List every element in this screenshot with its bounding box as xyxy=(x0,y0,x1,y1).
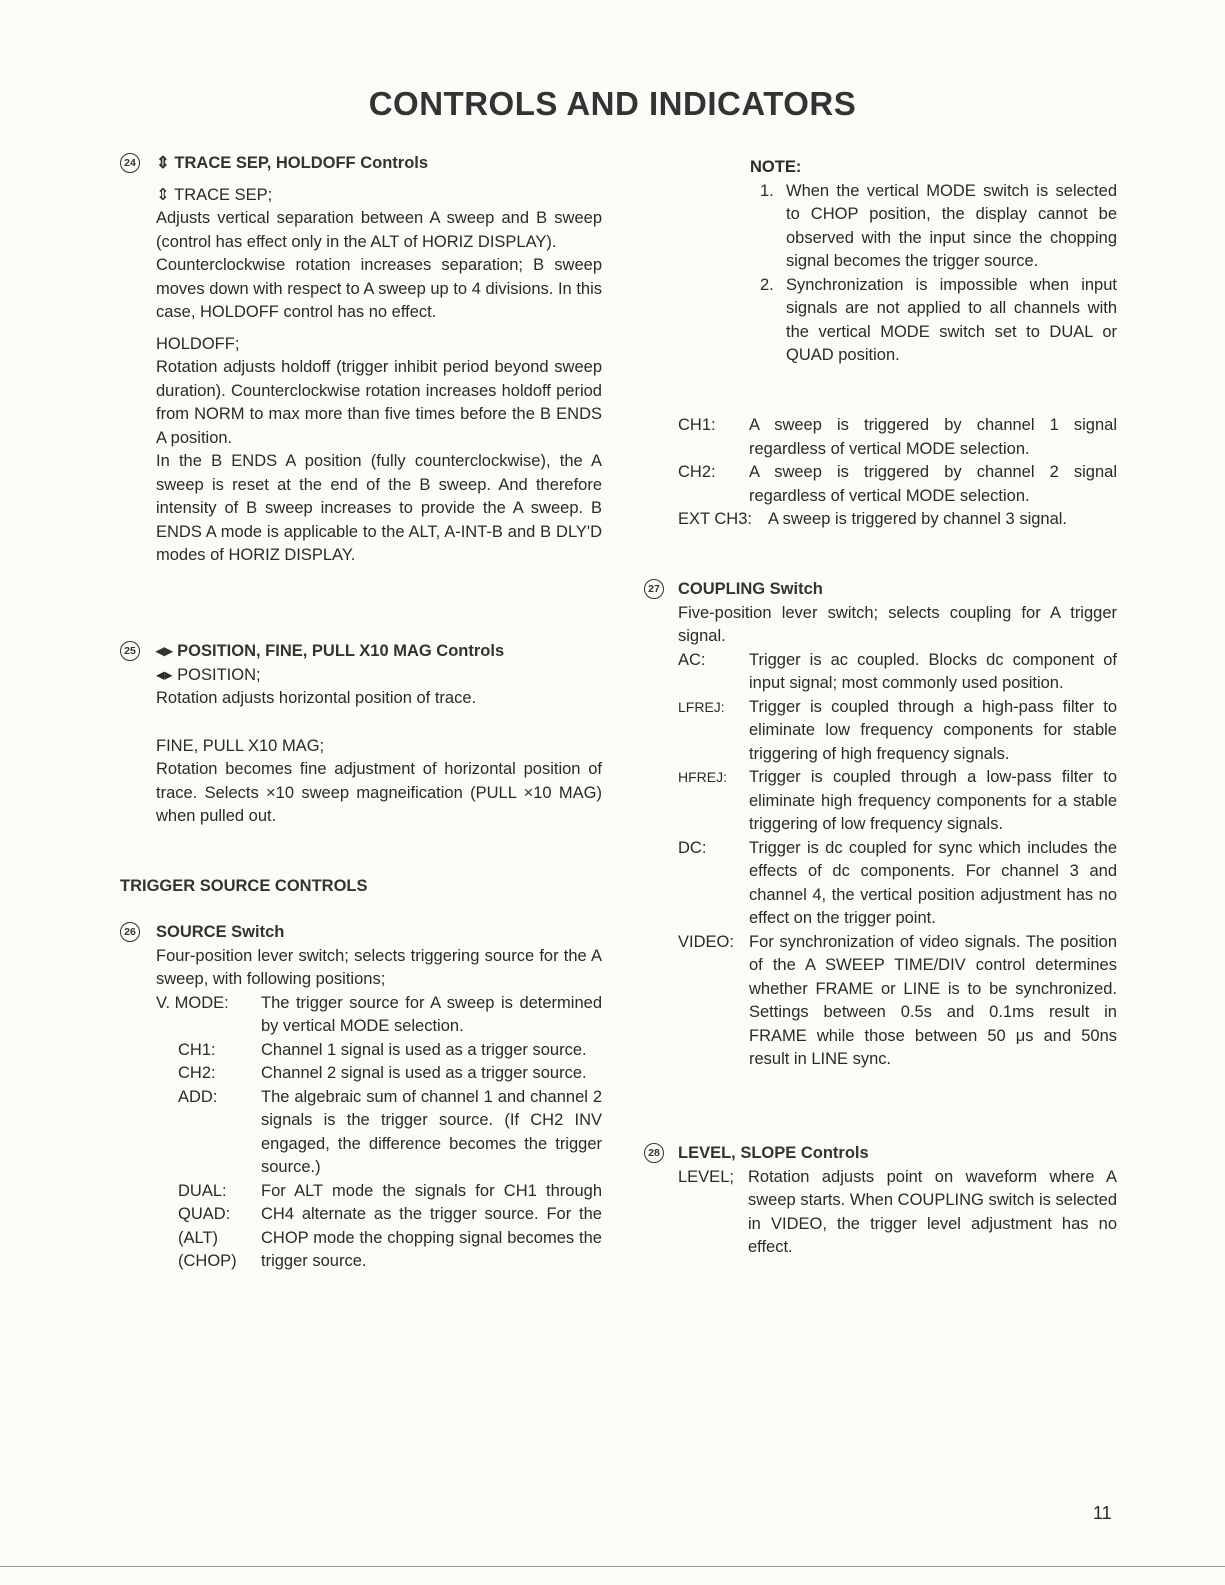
lfrej-term: LFREJ: xyxy=(678,698,725,715)
ac-desc: Trigger is ac coupled. Blocks dc component of input signal; most commonly used position. xyxy=(749,650,1117,692)
note-label: NOTE: xyxy=(750,158,802,176)
hfrej-term: HFREJ: xyxy=(678,769,727,785)
coupling-intro: Five-position lever switch; selects coupling for A trigger signal. xyxy=(678,603,1117,645)
level-row xyxy=(678,1166,1117,1260)
note-item-1 xyxy=(760,180,1117,274)
ac-term: AC: xyxy=(678,650,706,669)
video-term: VIDEO: xyxy=(678,932,734,951)
source-add-row xyxy=(156,1086,602,1180)
fine-label: FINE, PULL X10 MAG; xyxy=(156,736,325,755)
trigger-source-section-heading: TRIGGER SOURCE CONTROLS xyxy=(120,877,368,895)
coupling-ac-row xyxy=(678,649,1117,696)
right-ext-term: EXT CH3: xyxy=(678,510,752,528)
add-desc: The algebraic sum of channel 1 and channel 2 signals is the trigger source. (If CH2 INV engaged, the difference becomes the trigger source.) xyxy=(261,1087,602,1176)
item-number-27: 27 xyxy=(644,579,664,599)
vmode-desc: The trigger source for A sweep is determined by vertical MODE selection. xyxy=(261,993,602,1035)
right-column-section-27 xyxy=(648,578,1117,1072)
right-ch2-term: CH2: xyxy=(678,463,716,481)
right-ch2-desc: A sweep is triggered by channel 2 signal regardless of vertical MODE selection. xyxy=(749,463,1117,505)
source-dual-quad-row xyxy=(156,1180,602,1274)
dc-term: DC: xyxy=(678,838,707,857)
coupling-dc-row xyxy=(678,837,1117,931)
section-26-heading xyxy=(124,921,602,945)
section-25-heading xyxy=(124,640,602,664)
item-number-28: 28 xyxy=(644,1143,664,1163)
position-label: ◂▸ POSITION; xyxy=(156,665,261,684)
ch1-term: CH1: xyxy=(178,1040,216,1059)
dc-desc: Trigger is dc coupled for sync which includes the effects of dc components. For channel 3 and channel 4, the vertical position adjustment has no effect on the trigger point. xyxy=(749,838,1117,927)
source-vmode-row xyxy=(156,992,602,1039)
holdoff-paragraph-2: In the B ENDS A position (fully counterclockwise), the A sweep is reset at the end of the B sweep. And therefore intensity of B sweep increases to provide the A sweep. B ENDS A mode is applicable to the ALT, A-INT-B and B DLY'D modes of HORIZ DISPLAY. xyxy=(156,452,602,564)
source-positions-right xyxy=(678,414,1117,532)
note-block xyxy=(750,156,1117,368)
right-ch2-row xyxy=(678,461,1117,508)
ch2-desc: Channel 2 signal is used as a trigger source. xyxy=(261,1064,587,1082)
left-column-section-25 xyxy=(124,640,602,829)
dual-quad-desc: For ALT mode the signals for CH1 through CH4 alternate as the trigger source. For the CHOP mode the chopping signal becomes the trigger source. xyxy=(261,1181,602,1270)
item-number-24: 24 xyxy=(120,153,140,173)
trace-sep-paragraph-2: Counterclockwise rotation increases separation; B sweep moves down with respect to A sweep up to 4 divisions. In this case, HOLDOFF control has no effect. xyxy=(156,256,602,321)
level-term: LEVEL; xyxy=(678,1167,734,1186)
note-item-2 xyxy=(760,274,1117,368)
item-number-26: 26 xyxy=(120,922,140,942)
section-24-heading xyxy=(124,152,602,176)
note-item-1-number: 1. xyxy=(760,181,774,200)
note-item-2-number: 2. xyxy=(760,275,774,294)
item-number-25: 25 xyxy=(120,641,140,661)
add-term: ADD: xyxy=(178,1087,218,1106)
source-ch2-row xyxy=(156,1062,602,1086)
quad-term: QUAD: xyxy=(178,1205,231,1223)
section-25-title: ◂▸ POSITION, FINE, PULL X10 MAG Controls xyxy=(156,642,505,660)
right-column-section-28 xyxy=(648,1142,1117,1260)
section-28-title: LEVEL, SLOPE Controls xyxy=(678,1144,869,1162)
dual-term: DUAL: xyxy=(178,1181,227,1200)
dual-quad-terms xyxy=(156,1180,261,1274)
section-27-heading xyxy=(648,578,1117,602)
holdoff-label: HOLDOFF; xyxy=(156,334,240,353)
note-item-2-text: Synchronization is impossible when input signals are not applied to all channels with the vertical MODE switch set to DUAL or QUAD position. xyxy=(786,275,1117,364)
page-number: 11 xyxy=(1093,1503,1112,1523)
note-item-1-text: When the vertical MODE switch is selected to CHOP position, the display cannot be observed with the input since the chopping signal becomes the trigger source. xyxy=(786,181,1117,270)
level-desc: Rotation adjusts point on waveform where A sweep starts. When COUPLING switch is selected in VIDEO, the trigger level adjustment has no effect. xyxy=(748,1167,1117,1256)
lfrej-desc: Trigger is coupled through a high-pass filter to eliminate low frequency components for stable triggering of high frequency signals. xyxy=(749,697,1117,763)
source-ch1-row xyxy=(156,1039,602,1063)
page-title: CONTROLS AND INDICATORS xyxy=(368,85,857,122)
right-ch1-row xyxy=(678,414,1117,461)
right-ch1-term: CH1: xyxy=(678,416,716,434)
source-intro: Four-position lever switch; selects triggering source for the A sweep, with following positions; xyxy=(156,946,602,988)
ch2-term: CH2: xyxy=(178,1064,216,1082)
coupling-video-row xyxy=(678,931,1117,1072)
section-27-title: COUPLING Switch xyxy=(678,580,823,598)
right-ch1-desc: A sweep is triggered by channel 1 signal regardless of vertical MODE selection. xyxy=(749,416,1117,458)
section-26-title: SOURCE Switch xyxy=(156,923,285,941)
position-paragraph: Rotation adjusts horizontal position of trace. xyxy=(156,689,477,707)
right-ext-row xyxy=(678,508,1117,532)
alt-term: (ALT) xyxy=(178,1228,219,1247)
coupling-lfrej-row xyxy=(678,696,1117,767)
right-ext-desc: A sweep is triggered by channel 3 signal. xyxy=(768,510,1068,528)
trace-sep-label: ⇕ TRACE SEP; xyxy=(156,185,273,204)
fine-paragraph: Rotation becomes fine adjustment of horizontal position of trace. Selects ×10 sweep magneification (PULL ×10 MAG) when pulled out. xyxy=(156,760,602,825)
ch1-desc: Channel 1 signal is used as a trigger source. xyxy=(261,1040,587,1059)
chop-term: (CHOP) xyxy=(178,1252,237,1270)
bottom-rule xyxy=(0,1566,1225,1567)
left-column xyxy=(124,152,602,568)
video-desc: For synchronization of video signals. The position of the A SWEEP TIME/DIV control determines whether FRAME or LINE is to be synchronized. Settings between 0.5s and 0.1ms result in FRAME while those between 50 μs and 50ns result in LINE sync. xyxy=(749,932,1117,1068)
holdoff-paragraph-1: Rotation adjusts holdoff (trigger inhibit period beyond sweep duration). Counterclockwise rotation increases holdoff period from NORM to max more than five times before the B ENDS A position. xyxy=(156,358,602,447)
section-28-heading xyxy=(648,1142,1117,1166)
coupling-hfrej-row xyxy=(678,766,1117,837)
section-24-title: ⇕ TRACE SEP, HOLDOFF Controls xyxy=(156,154,429,172)
hfrej-desc: Trigger is coupled through a low-pass filter to eliminate high frequency components for a stable triggering of low frequency signals. xyxy=(749,768,1117,833)
trace-sep-paragraph-1: Adjusts vertical separation between A sweep and B sweep (control has effect only in the ALT of HORIZ DISPLAY). xyxy=(156,209,602,251)
left-column-section-26 xyxy=(124,921,602,1274)
vmode-term: V. MODE: xyxy=(156,993,229,1012)
